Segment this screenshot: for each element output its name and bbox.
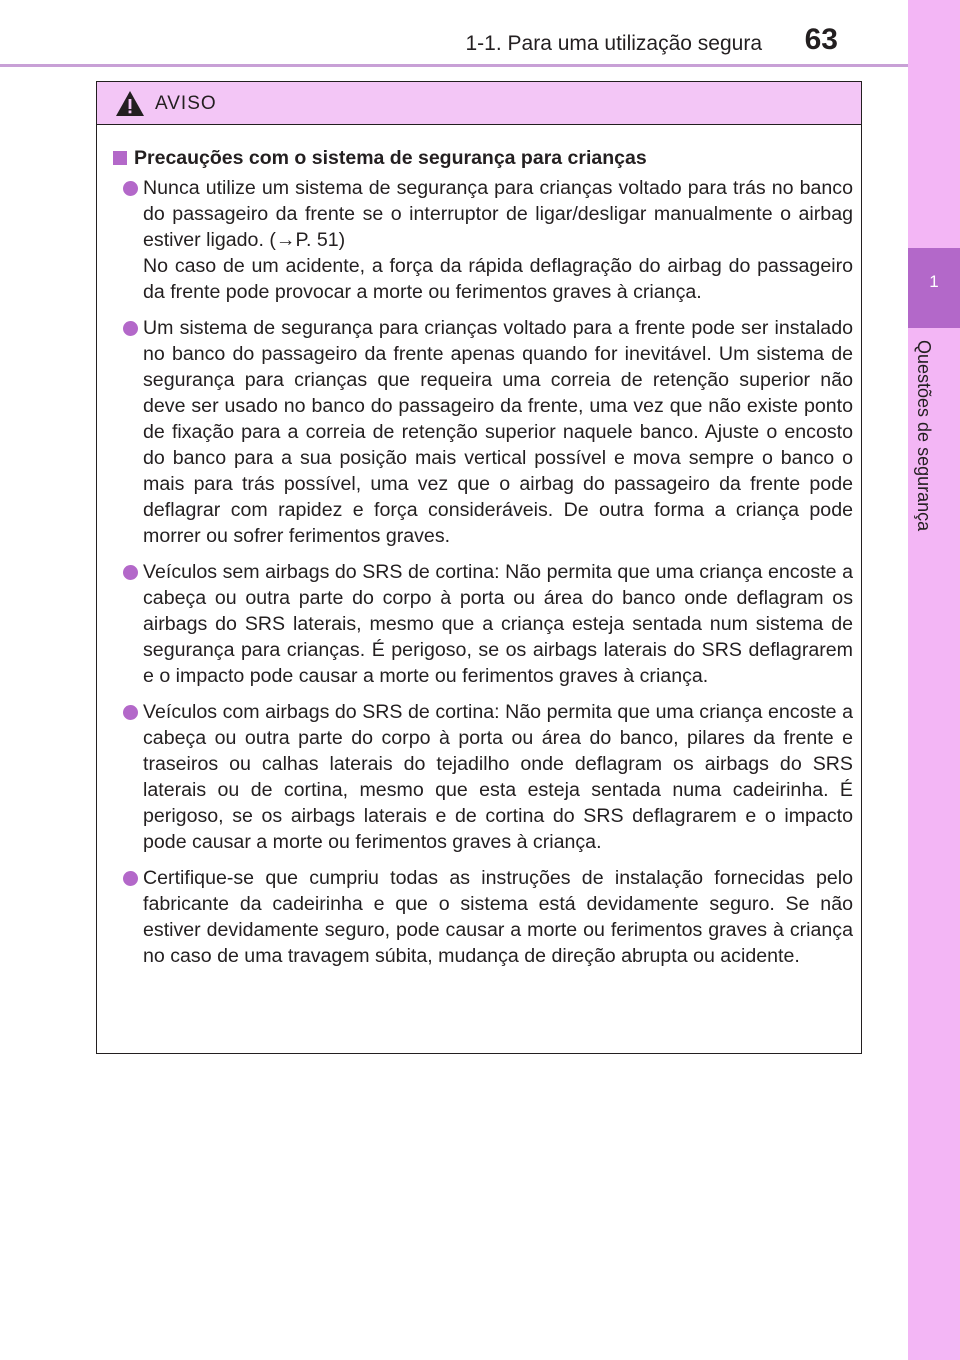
list-item <box>113 865 853 969</box>
chapter-title-vertical <box>914 340 946 570</box>
list-item <box>113 315 853 549</box>
section-heading-text: Precauções com o sistema de segurança para crianças <box>134 147 647 169</box>
circle-bullet-icon <box>123 181 138 196</box>
warning-box <box>96 81 862 1054</box>
square-bullet-icon <box>113 151 127 165</box>
list-item <box>113 175 853 305</box>
warning-header <box>97 82 861 125</box>
warning-triangle-icon <box>115 90 145 117</box>
item-text: Um sistema de segurança para crianças voltado para a frente pode ser instalado no banco do passageiro da frente apenas quando for inevitável. Um sistema de segurança para crianças que requeira uma correia de retenção superior não deve ser usado no banco do passageiro da frente, uma vez que não existe ponto de fixação para a correia de retenção superior naquele banco. Ajuste o encosto do banco para a sua posição mais vertical possível e mova sempre o banco o mais para trás possível, uma vez que o airbag do passageiro da frente pode deflagrar com rapidez e força consideráveis. De outra forma a criança pode morrer ou sofrer ferimentos graves. <box>143 317 853 547</box>
circle-bullet-icon <box>123 321 138 336</box>
circle-bullet-icon <box>123 565 138 580</box>
warning-title: AVISO <box>155 93 217 114</box>
warning-body <box>97 125 861 969</box>
circle-bullet-icon <box>123 705 138 720</box>
list-item <box>113 699 853 855</box>
item-text: Nunca utilize um sistema de segurança para crianças voltado para trás no banco do passageiro da frente se o interruptor de ligar/desligar manualmente o airbag estiver ligado. (→P. 51) <box>143 177 853 251</box>
chapter-number: 1 <box>929 272 939 291</box>
page-number: 63 <box>804 23 838 56</box>
item-text: Veículos com airbags do SRS de cortina: Não permita que uma criança encoste a cabeça ou outra parte do corpo à porta ou área do banco, pilares da frente e traseiros ou calhas laterais do tejadilho onde deflagram os airbags do SRS laterais ou de cortina, mesmo que esta esteja sentada numa cadeirinha. É perigoso, se os airbags laterais e de cortina do SRS deflagrarem e o impacto pode causar a morte ou ferimentos graves à criança. <box>143 701 853 853</box>
item-text: No caso de um acidente, a força da rápida deflagração do airbag do passageiro da frente pode provocar a morte ou ferimentos graves à criança. <box>143 255 853 303</box>
chapter-title: Questões de segurança <box>914 340 934 532</box>
header-divider <box>0 64 908 67</box>
section-title: 1-1. Para uma utilização segura <box>465 32 762 55</box>
page-header <box>0 0 908 66</box>
circle-bullet-icon <box>123 871 138 886</box>
chapter-side-tab[interactable] <box>908 0 960 1360</box>
item-text: Certifique-se que cumpriu todas as instruções de instalação fornecidas pelo fabricante da cadeirinha e que o sistema está devidamente seguro. Se não estiver devidamente seguro, pode causar a morte ou ferimentos graves à criança no caso de uma travagem súbita, mudança de direção abrupta ou acidente. <box>143 867 853 967</box>
item-text: Veículos sem airbags do SRS de cortina: Não permita que uma criança encoste a cabeça ou outra parte do corpo à porta ou área do banco onde deflagram os airbags do SRS laterais, mesmo que a criança esteja sentada num sistema de segurança para crianças. É perigoso, se os airbags laterais do SRS deflagrarem e o impacto pode causar a morte ou ferimentos graves à criança. <box>143 561 853 687</box>
list-item <box>113 559 853 689</box>
section-heading <box>113 145 853 171</box>
